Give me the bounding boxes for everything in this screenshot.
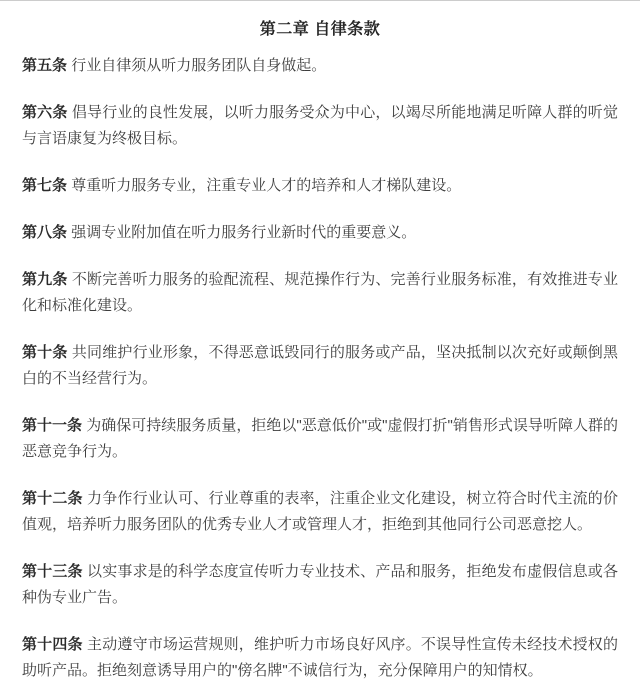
article-text: 强调专业附加值在听力服务行业新时代的重要意义。 <box>71 224 417 241</box>
chapter-title: 第二章 自律条款 <box>259 21 381 38</box>
article-text: 倡导行业的良性发展，以听力服务受众为中心，以竭尽所能地满足听障人群的听觉与言语康复为终极目标。 <box>22 104 618 147</box>
article-number: 第十四条 <box>22 636 83 653</box>
article-row <box>22 340 618 392</box>
article-text: 尊重听力服务专业，注重专业人才的培养和人才梯队建设。 <box>71 177 462 194</box>
article-text: 力争作行业认可、行业尊重的表率，注重企业文化建设，树立符合时代主流的价值观，培养听力服务团队的优秀专业人才或管理人才，拒绝到其他同行公司恶意挖人。 <box>22 490 618 533</box>
article-text: 不断完善听力服务的验配流程、规范操作行为、完善行业服务标准，有效推进专业化和标准化建设。 <box>22 271 618 314</box>
article-row <box>22 267 618 319</box>
article-row <box>22 486 618 538</box>
article-number: 第十条 <box>22 344 68 361</box>
article-row <box>22 100 618 152</box>
article-row <box>22 632 618 682</box>
article-number: 第十三条 <box>22 563 83 580</box>
article-number: 第七条 <box>22 177 68 194</box>
article-text: 以实事求是的科学态度宣传听力专业技术、产品和服务，拒绝发布虚假信息或各种伪专业广告。 <box>22 563 618 606</box>
article-text: 行业自律须从听力服务团队自身做起。 <box>71 57 327 74</box>
article-row <box>22 559 618 611</box>
article-text: 共同维护行业形象，不得恶意诋毁同行的服务或产品，坚决抵制以次充好或颠倒黑白的不当经营行为。 <box>22 344 618 387</box>
articles <box>22 53 618 682</box>
article-text: 主动遵守市场运营规则，维护听力市场良好风序。不误导性宣传未经技术授权的助听产品。拒绝刻意诱导用户的"傍名牌"不诚信行为，充分保障用户的知情权。 <box>22 636 618 679</box>
article-number: 第五条 <box>22 57 68 74</box>
article-row <box>22 413 618 465</box>
article-row <box>22 220 618 246</box>
article-number: 第六条 <box>22 104 68 121</box>
article-number: 第十一条 <box>22 417 83 434</box>
article-row <box>22 53 618 79</box>
article-row <box>22 173 618 199</box>
article-number: 第九条 <box>22 271 68 288</box>
article-number: 第八条 <box>22 224 68 241</box>
article-number: 第十二条 <box>22 490 83 507</box>
article-text: 为确保可持续服务质量，拒绝以"恶意低价"或"虚假打折"销售形式误导听障人群的恶意竞争行为。 <box>22 417 618 460</box>
